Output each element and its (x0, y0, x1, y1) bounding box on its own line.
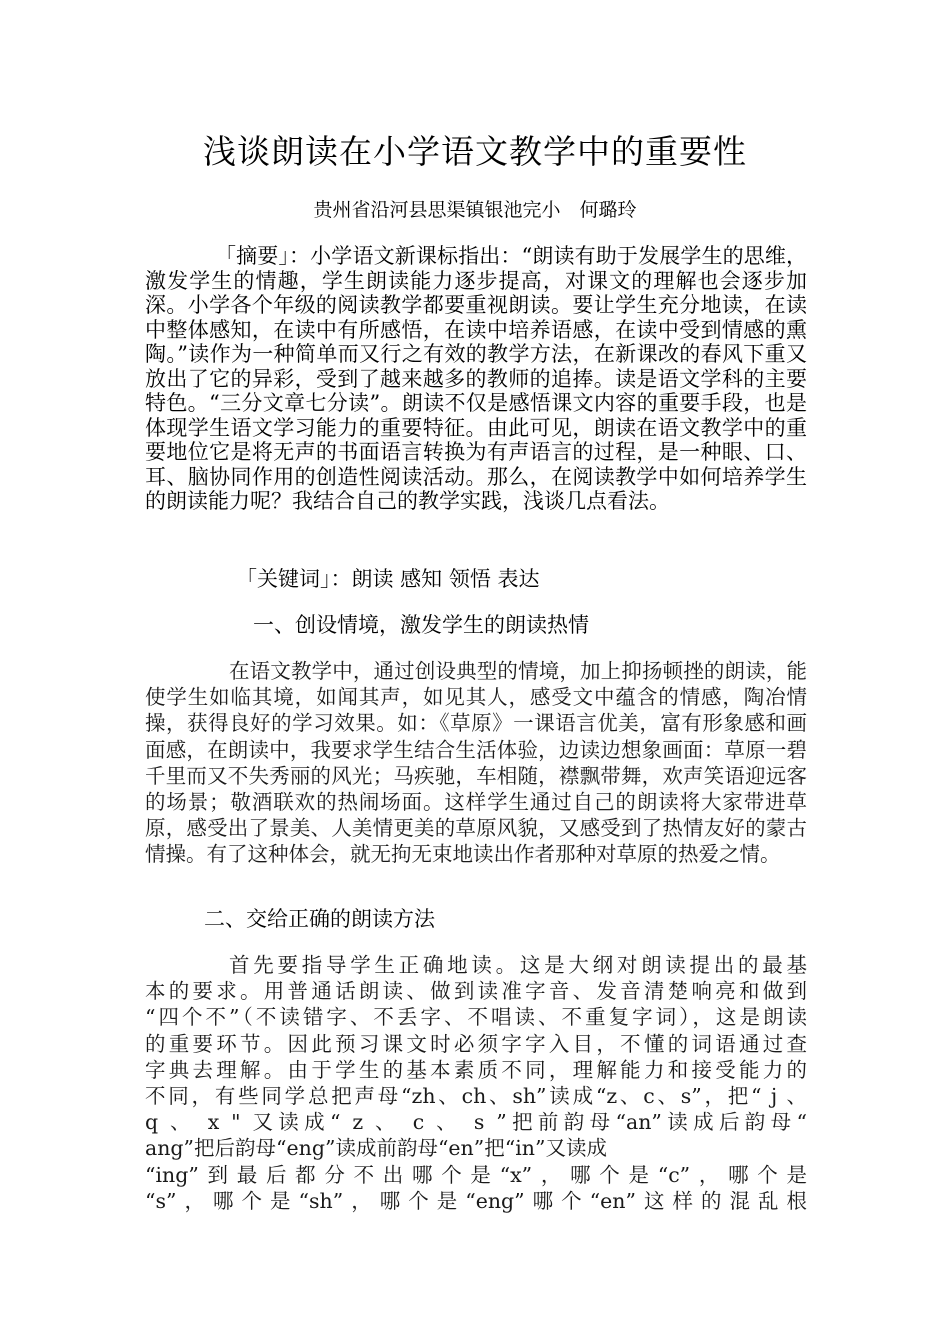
paragraph-line: “ing”到最后都分不出哪个是“x”，哪个是“c”，哪个是 (145, 1162, 807, 1187)
paragraph-line: 本的要求。用普通话朗读、做到读准字音、发音清楚响亮和做到 (145, 979, 807, 1004)
section-heading-2: 二、交给正确的朗读方法 (204, 907, 435, 931)
paragraph-line: “s”，哪个是“sh”，哪个是“eng”哪个“en”这样的混乱根 (145, 1188, 807, 1213)
paragraph-line: ang”把后韵母“eng”读成前韵母“en”把“in”又读成 (145, 1136, 607, 1161)
keywords-line: 「关键词」：朗读 感知 领悟 表达 (236, 567, 540, 591)
section-1-paragraph: 在语文教学中，通过创设典型的情境，加上抑扬顿挫的朗读，能使学生如临其境，如闻其声，如见其人，感受文中蕴含的情感，陶冶情操，获得良好的学习效果。如：《草原》一课语言优美，富有形象感和画面感，在朗读中，我要求学生结合生活体验，边读边想象画面：草原一碧千里而又不失秀丽的风光；马疾驰，车相随，襟飘带舞，欢声笑语迎远客的场景；敬酒联欢的热闹场面。这样学生通过自己的朗读将大家带进草原，感受出了景美、人美情更美的草原风貌，又感受到了热情友好的蒙古情操。有了这种体会，就无拘无束地读出作者那种对草原的热爱之情。 (145, 659, 807, 867)
page-title: 浅谈朗读在小学语文教学中的重要性 (203, 132, 747, 171)
section-heading-1: 一、创设情境，激发学生的朗读热情 (253, 613, 589, 637)
section-2-paragraph (145, 952, 807, 1214)
paragraph-line: 的重要环节。因此预习课文时必须字字入目，不懂的词语通过查 (145, 1031, 807, 1056)
author-line: 贵州省沿河县思渠镇银池完小 何璐玲 (313, 199, 637, 221)
paragraph-line: 不同，有些同学总把声母“zh、ch、sh”读成“z、c、s”，把“ j 、 (145, 1084, 807, 1109)
abstract-paragraph: 「摘要」：小学语文新课标指出：“朗读有助于发展学生的思维，激发学生的情趣，学生朗读能力逐步提高，对课文的理解也会逐步加深。小学各个年级的阅读教学都要重视朗读。要让学生充分地读，在读中整体感知，在读中有所感悟，在读中培养语感，在读中受到情感的熏陶。”读作为一种简单而又行之有效的教学方法，在新课改的春风下重又放出了它的异彩，受到了越来越多的教师的追捧。读是语文学科的主要特色。“三分文章七分读”。朗读不仅是感悟课文内容的重要手段，也是体现学生语文学习能力的重要特征。由此可见，朗读在语文教学中的重要地位它是将无声的书面语言转换为有声语言的过程，是一种眼、口、耳、脑协同作用的创造性阅读活动。那么，在阅读教学中如何培养学生的朗读能力呢？我结合自己的教学实践，浅谈几点看法。 (145, 244, 807, 513)
paragraph-line: 首先要指导学生正确地读。这是大纲对朗读提出的最基 (229, 953, 807, 977)
paragraph-line: q 、 x " 又读成“ z 、 c 、 s ”把前韵母“an”读成后韵母“ (145, 1110, 807, 1135)
paragraph-line: 字典去理解。由于学生的基本素质不同，理解能力和接受能力的 (145, 1057, 807, 1082)
paragraph-line: “四个不”（不读错字、不丢字、不唱读、不重复字词），这是朗读 (145, 1005, 807, 1030)
